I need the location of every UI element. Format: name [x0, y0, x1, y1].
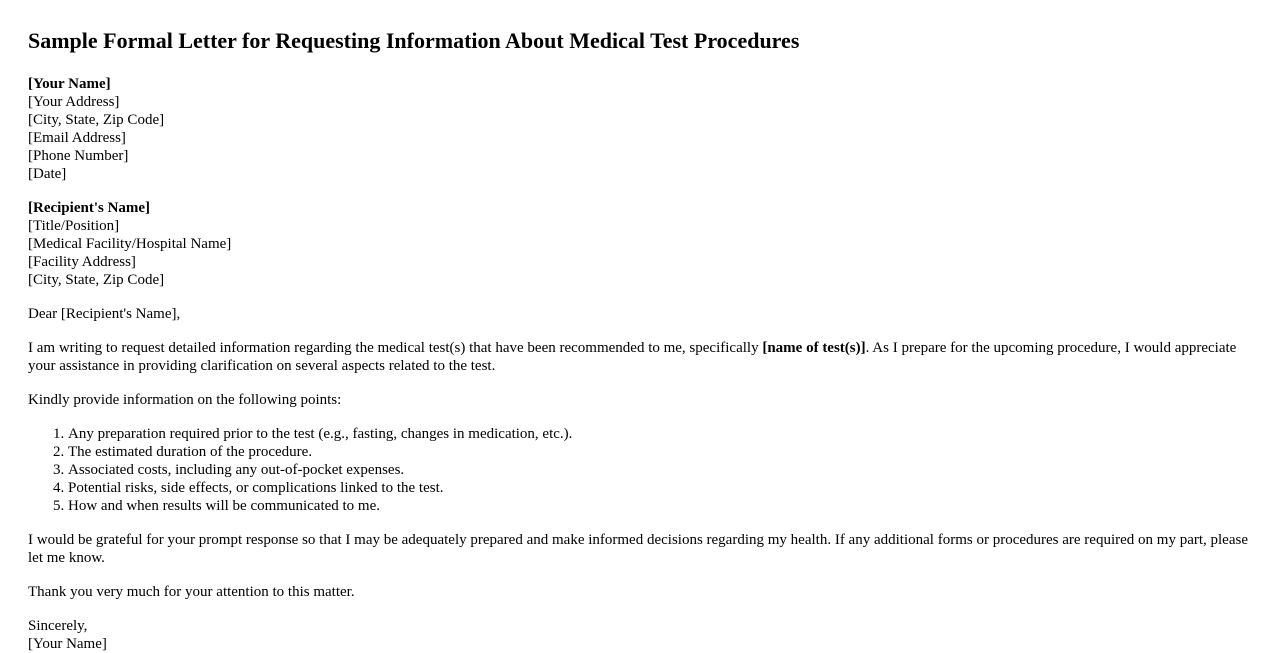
list-intro: Kindly provide information on the following points:: [28, 392, 342, 408]
closing-paragraph: I would be grateful for your prompt response so that I may be adequately prepared and make informed decisions regarding my health. If any additional forms or procedures are required on my part, please let me know.: [28, 532, 1248, 566]
sender-block: [28, 75, 1250, 183]
list-item: 2. The estimated duration of the procedure.: [68, 443, 1250, 461]
points-list-container: [28, 425, 1250, 515]
signoff-block: [28, 617, 1250, 653]
page-title: Sample Formal Letter for Requesting Information About Medical Test Procedures: [28, 28, 800, 53]
recipient-block: [28, 199, 1250, 289]
intro-paragraph: [28, 339, 1250, 375]
thanks-line: Thank you very much for your attention to this matter.: [28, 584, 355, 600]
recipient-city: [City, State, Zip Code]: [28, 272, 165, 288]
sender-date: [Date]: [28, 166, 67, 182]
list-item: 1. Any preparation required prior to the test (e.g., fasting, changes in medication, etc.).: [68, 425, 1250, 443]
signoff: Sincerely,: [28, 618, 88, 634]
signature: [Your Name]: [28, 636, 107, 652]
sender-email: [Email Address]: [28, 130, 126, 146]
list-item: 3. Associated costs, including any out-of-pocket expenses.: [68, 461, 1250, 479]
sender-address: [Your Address]: [28, 94, 120, 110]
intro-text-after: . As I prepare for the upcoming procedure, I would appreciate your assistance in providing clarification on several aspects related to the test.: [28, 340, 1237, 374]
recipient-name: [Recipient's Name]: [28, 200, 151, 216]
test-name-placeholder: [name of test(s)]: [762, 340, 866, 356]
salutation: Dear [Recipient's Name],: [28, 306, 181, 322]
sender-phone: [Phone Number]: [28, 148, 129, 164]
list-item: 5. How and when results will be communicated to me.: [68, 497, 1250, 515]
recipient-facility: [Medical Facility/Hospital Name]: [28, 236, 232, 252]
sender-name: [Your Name]: [28, 76, 111, 92]
points-list: [28, 425, 1250, 515]
intro-text-before: I am writing to request detailed information regarding the medical test(s) that have been recommended to me, specifically: [28, 340, 763, 356]
recipient-title: [Title/Position]: [28, 218, 120, 234]
sender-city: [City, State, Zip Code]: [28, 112, 165, 128]
list-item: 4. Potential risks, side effects, or complications linked to the test.: [68, 479, 1250, 497]
recipient-address: [Facility Address]: [28, 254, 136, 270]
